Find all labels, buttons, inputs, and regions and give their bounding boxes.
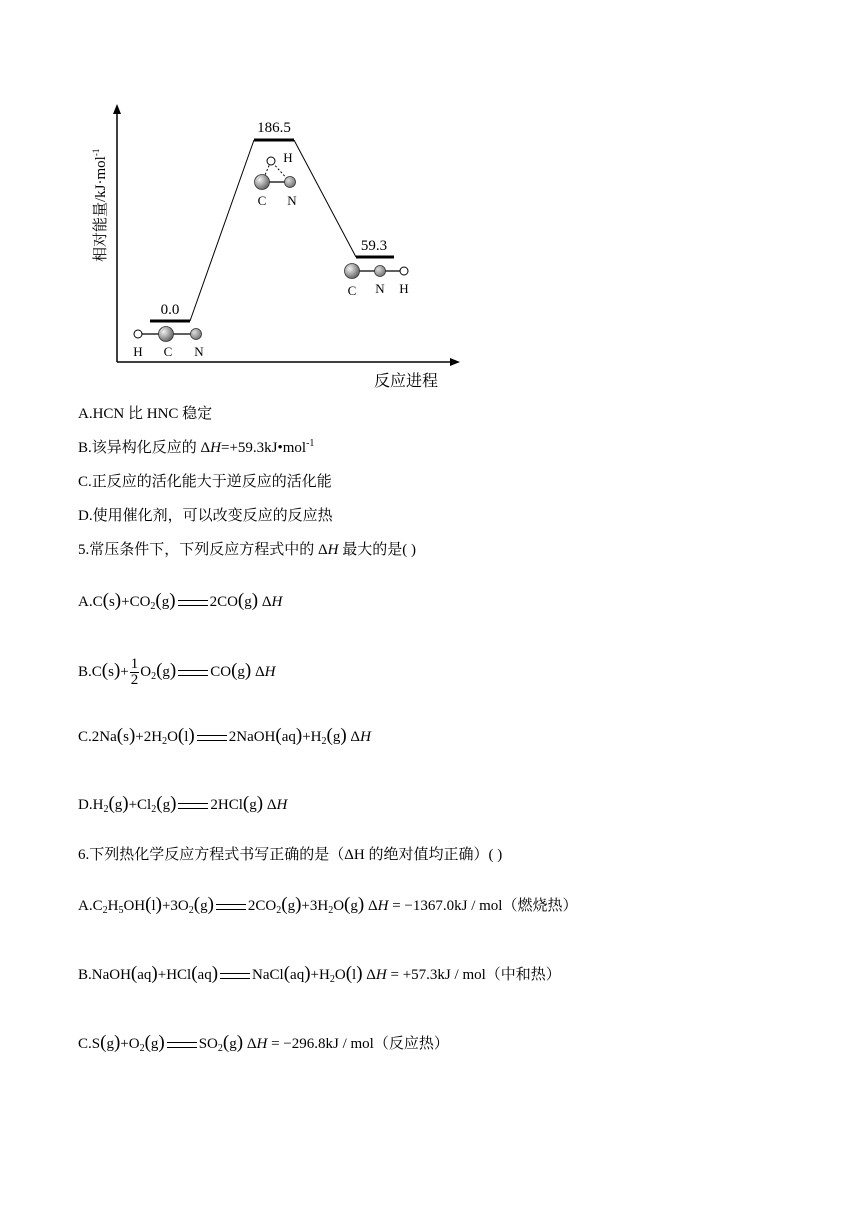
q5-option-b: B.C(s)+ $\frac{1}{2}$ $O_2(g)$ CO(g) ΔH (78, 656, 276, 688)
molecule-hnc (345, 264, 409, 299)
svg-text:C: C (347, 283, 357, 298)
svg-text:N: N (375, 281, 385, 296)
atom-h (400, 267, 408, 275)
q5-stem: 5.常压条件下，下列反应方程式中的 ΔH 最大的是( ) (78, 542, 416, 558)
atom-c (159, 327, 174, 342)
path-fall (294, 140, 356, 257)
y-axis-arrow (113, 104, 121, 114)
svg-text:C: C (257, 193, 267, 208)
atom-c (345, 264, 360, 279)
svg-text:N: N (194, 344, 204, 359)
q4-option-a: A.HCN 比 HNC 稳定 (78, 406, 213, 422)
svg-text:N: N (287, 193, 297, 208)
q4-option-d: D.使用催化剂，可以改变反应的反应热 (78, 508, 333, 524)
x-axis-label: 反应进程 (374, 373, 439, 390)
energy-diagram (60, 90, 480, 400)
q6-option-a: $A.C_2H_5OH(l)+3O_2(g)$ $2CO_2(g)+3H_2O(g) \Delta H = -1367.0kJ / mol$（燃烧热） (78, 894, 578, 916)
molecule-transition-state (255, 150, 298, 208)
atom-n (375, 266, 386, 277)
level-value-product: 59.3 (360, 238, 388, 254)
svg-text:H: H (283, 150, 293, 165)
q4-option-c: C.正反应的活化能大于逆反应的活化能 (78, 474, 332, 490)
svg-text:H: H (133, 344, 143, 359)
path-rise (190, 140, 254, 321)
level-value-reactant: 0.0 (160, 302, 180, 318)
y-axis-label: 相对能量/kJ·mol$^{-1}$ (91, 148, 109, 262)
q5-option-c: $C.2Na(s)+2H_2O(l)$ $2NaOH(aq)+H_2(g)$ ΔH (78, 725, 371, 747)
q5-option-d: $D.H_2(g)+Cl_2(g)$ 2HCl(g) ΔH (78, 793, 288, 815)
q4-option-b: B.该异构化反应的 ΔH=+59.3kJ•mol$^{-1}$ (78, 438, 315, 456)
svg-text:H: H (399, 281, 409, 296)
x-axis-arrow (450, 358, 460, 366)
q6-stem: 6.下列热化学反应方程式书写正确的是（ΔH 的绝对值均正确）( ) (78, 847, 503, 863)
atom-n (191, 329, 202, 340)
q6-option-b: B.NaOH(aq)+HCl(aq) $NaCl(aq)+H_2O(l) \Delta H = +57.3kJ / mol$（中和热） (78, 963, 561, 985)
atom-h (134, 330, 142, 338)
svg-text:C: C (163, 344, 173, 359)
atom-h (267, 157, 275, 165)
atom-n (285, 177, 296, 188)
q5-option-a: $A.C(s)+CO_2(g)$ 2CO(g) ΔH (78, 590, 283, 612)
atom-c (255, 175, 270, 190)
molecule-hcn (133, 327, 204, 360)
q6-option-c: $C.S(g)+O_2(g)$ $SO_2(g) \Delta H = -296.8kJ / mol$（反应热） (78, 1032, 449, 1054)
level-value-ts: 186.5 (257, 120, 291, 136)
